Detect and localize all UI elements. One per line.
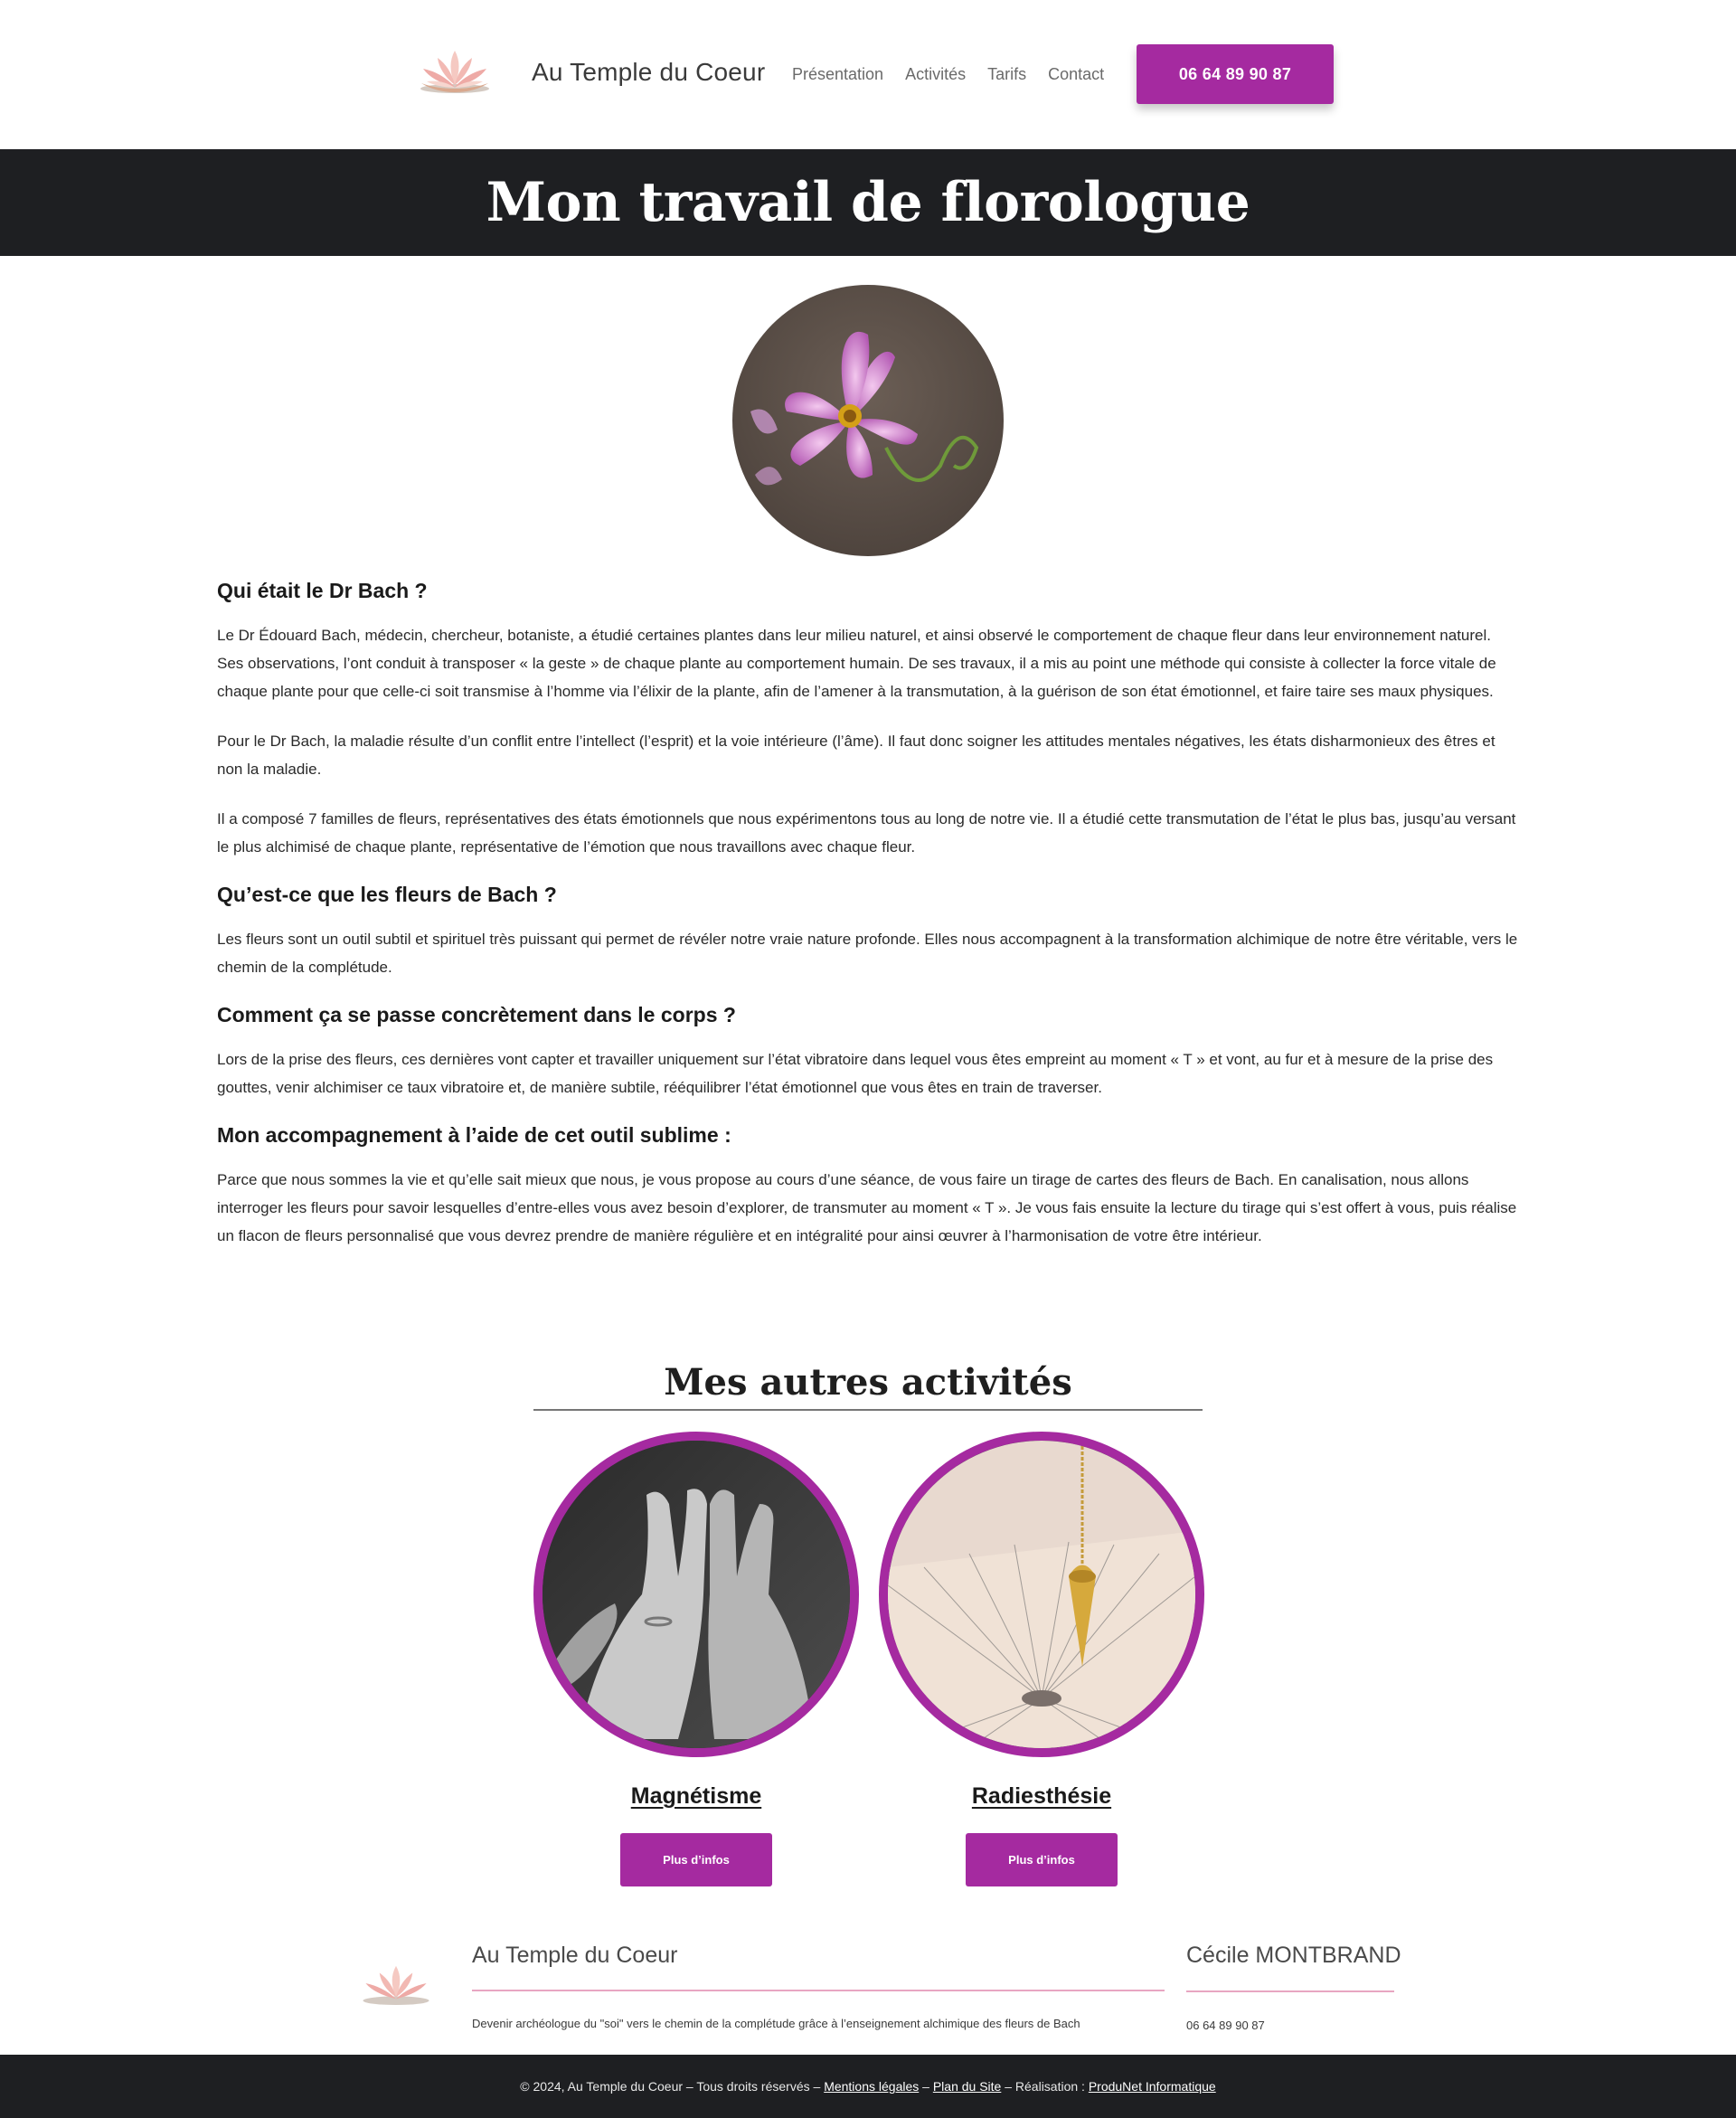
section-paragraph: Lors de la prise des fleurs, ces dernières vont capter et travailler uniquement sur l’état vibratoire dans lequel vous êtes empreint au moment « T » et vont, au fur et à mesure de la prise des gouttes, venir alchimiser ce taux vibratoire et, de manière subtile, rééquilibrer l’état émotionnel que vous êtes en train de traverser. [217,1051,1494,1096]
activity-card-radiesthesie [879,1432,1204,1886]
footer-site-title: Au Temple du Coeur [472,1943,678,1968]
section-paragraph: Pour le Dr Bach, la maladie résulte d’un conflit entre l’intellect (l’esprit) et la voie intérieure (l’âme). Il faut donc soigner les attitudes mentales négatives, les états disharmonieux des êtres et non la maladie. [217,733,1495,778]
nav-contact[interactable]: Contact [1048,65,1105,83]
footer-divider [472,1990,1165,1991]
more-info-button[interactable]: Plus d’infos [966,1833,1118,1886]
hands-image[interactable] [533,1432,859,1757]
nav-activites[interactable]: Activités [905,65,967,83]
activity-card-magnetisme [533,1432,859,1886]
footer-description: Devenir archéologue du "soi" vers le chemin de la complétude grâce à l’enseignement alchimique des fleurs de Bach [472,2017,1080,2030]
activities-title: Mes autres activités [533,1361,1203,1411]
credit-link[interactable]: ProduNet Informatique [1088,2079,1216,2094]
phone-button[interactable]: 06 64 89 90 87 [1137,44,1334,104]
section-heading: Mon accompagnement à l’aide de cet outil sublime : [217,1123,731,1147]
section-paragraph: Le Dr Édouard Bach, médecin, chercheur, botaniste, a étudié certaines plantes dans leur milieu naturel, et ainsi observé le comportement de chaque fleur dans leur environnement naturel. Ses observations, l’ont conduit à transposer « la geste » de chaque plante au comportement humain. De ses travaux, il a mis au point une méthode qui consiste à collecter la force vitale de chaque plante pour que celle-ci soit transmise à l’homme via l’élixir de la plante, afin de l’amener à la transmutation, à la guérison de son état émotionnel, et faire taire ses maux physiques. [217,627,1496,700]
more-info-button[interactable]: Plus d’infos [620,1833,772,1886]
footer-phone: 06 64 89 90 87 [1186,2019,1265,2032]
section-paragraph: Les fleurs sont un outil subtil et spirituel très puissant qui permet de révéler notre vraie nature profonde. Elles nous accompagnent à la transformation alchimique de notre être véritable, vers le chemin de la complétude. [217,931,1518,976]
page-banner [0,149,1736,256]
main-content [217,579,1519,1272]
section-heading: Qu’est-ce que les fleurs de Bach ? [217,883,557,906]
cosmos-flower-image [732,285,1004,556]
main-nav [792,65,1104,84]
radiesthesie-link[interactable]: Radiesthésie [971,1783,1112,1809]
site-header [0,0,1736,149]
site-title[interactable]: Au Temple du Coeur [532,58,766,86]
copyright-text: © 2024, Au Temple du Coeur – Tous droits réservés – [520,2079,821,2094]
section-paragraph: Parce que nous sommes la vie et qu’elle sait mieux que nous, je vous propose au cours d’une séance, de vous faire un tirage de cartes des fleurs de Bach. En canalisation, nous allons interroger les fleurs pour savoir lesquelles d’entre-elles vous avez besoin d’explorer, de transmuter au moment « T ». Je vous fais ensuite la lecture du tirage qui s’est offert à vous, puis réalise un flacon de fleurs personnalisé que vous devrez prendre de manière régulière et en intégralité pour ainsi œuvrer à l’harmonisation de votre être intérieur. [217,1171,1517,1244]
section-heading: Comment ça se passe concrètement dans le corps ? [217,1003,736,1026]
credit-text: – Réalisation : [1005,2079,1085,2094]
separator: – [922,2079,929,2094]
footer-divider [1186,1990,1394,1992]
nav-presentation[interactable]: Présentation [792,65,884,83]
lotus-icon [360,1962,432,2006]
lotus-icon[interactable] [418,45,492,96]
sitemap-link[interactable]: Plan du Site [932,2079,1002,2094]
page-title: Mon travail de florologue [486,171,1250,234]
legal-link[interactable]: Mentions légales [824,2079,920,2094]
section-heading: Qui était le Dr Bach ? [217,579,428,602]
copyright-bar [0,2055,1736,2118]
pendulum-image[interactable] [879,1432,1204,1757]
magnetisme-link[interactable]: Magnétisme [630,1783,762,1809]
section-paragraph: Il a composé 7 familles de fleurs, représentatives des états émotionnels que nous expérimentons tous au long de notre vie. Il a étudié cette transmutation de l’état le plus bas, jusqu’au versant le plus alchimisé de chaque plante, représentative de l’émotion que nous travaillons avec chaque fleur. [217,810,1516,856]
nav-tarifs[interactable]: Tarifs [987,65,1027,83]
footer-owner-name: Cécile MONTBRAND [1186,1943,1401,1968]
